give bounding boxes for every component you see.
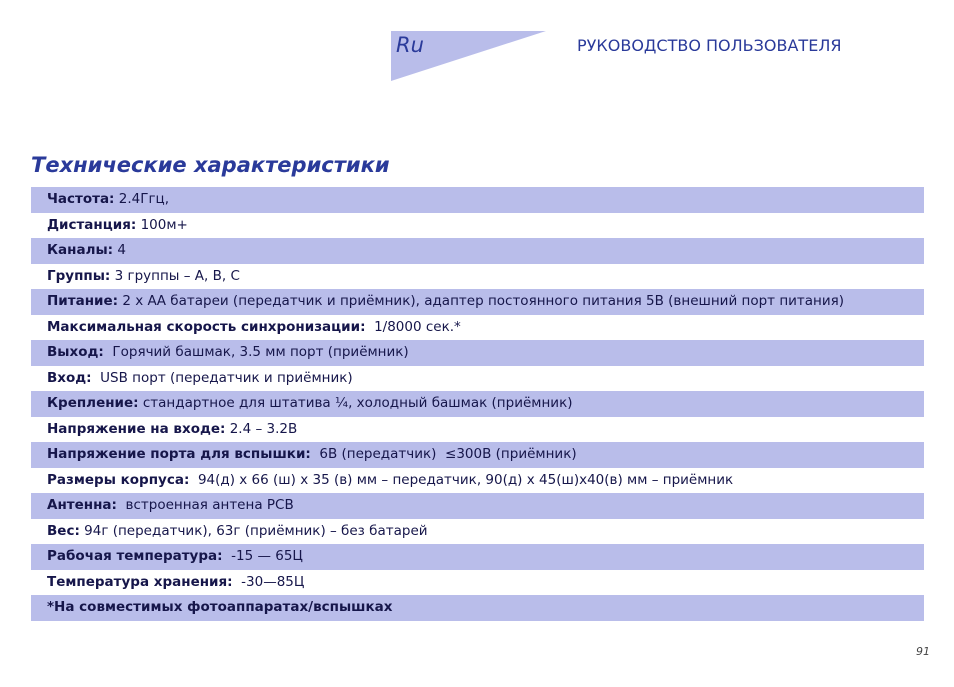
spec-row [31, 366, 924, 392]
spec-row [31, 442, 924, 468]
spec-row [31, 391, 924, 417]
language-tab [391, 31, 546, 81]
spec-row [31, 417, 924, 443]
spec-value: 2.4Ггц, [114, 191, 170, 207]
spec-value: -15 — 65Ц [222, 548, 303, 564]
spec-label: Крепление: [47, 395, 139, 411]
manual-title: РУКОВОДСТВО ПОЛЬЗОВАТЕЛЯ [577, 36, 842, 55]
spec-row [31, 340, 924, 366]
section-title: Технические характеристики [31, 153, 390, 177]
spec-value: 2 x АА батареи (передатчик и приёмник), адаптер постоянного питания 5В (внешний порт питания) [118, 293, 845, 309]
spec-value: встроенная антена PCB [116, 497, 294, 513]
spec-value: 3 группы – А, В, С [110, 267, 240, 284]
spec-label: Максимальная скорость синхронизации: [47, 318, 366, 335]
spec-row [31, 213, 924, 239]
spec-label: Группы: [47, 267, 111, 284]
spec-row [31, 264, 924, 290]
spec-row [31, 493, 924, 519]
spec-row [31, 595, 924, 621]
spec-row [31, 519, 924, 545]
spec-label: Рабочая температура: [47, 548, 223, 564]
spec-label: Напряжение на входе: [47, 420, 226, 437]
spec-value: Горячий башмак, 3.5 мм порт (приёмник) [103, 344, 409, 360]
spec-label: Питание: [47, 293, 119, 309]
spec-value: 2.4 – 3.2В [225, 420, 298, 437]
spec-label: Вес: [47, 522, 80, 539]
spec-value: 94(д) x 66 (ш) x 35 (в) мм – передатчик, 90(д) x 45(ш)x40(в) мм – приёмник [189, 471, 734, 488]
spec-label: Частота: [47, 191, 115, 207]
language-label: Ru [396, 33, 424, 57]
spec-label: Антенна: [47, 497, 117, 513]
spec-row [31, 289, 924, 315]
spec-label: Каналы: [47, 242, 114, 258]
spec-value: USB порт (передатчик и приёмник) [91, 369, 353, 386]
spec-row [31, 187, 924, 213]
spec-label: Выход: [47, 344, 104, 360]
page-number: 91 [916, 645, 930, 658]
spec-table [31, 187, 924, 621]
spec-row [31, 238, 924, 264]
spec-row [31, 315, 924, 341]
spec-value: 1/8000 сек.* [365, 318, 461, 335]
spec-value: 94г (передатчик), 63г (приёмник) – без батарей [79, 522, 428, 539]
spec-label: *На совместимых фотоаппаратах/вспышках [47, 599, 393, 615]
spec-label: Дистанция: [47, 216, 137, 233]
spec-label: Размеры корпуса: [47, 471, 190, 488]
spec-value: стандартное для штатива ¼, холодный башмак (приёмник) [138, 395, 573, 411]
spec-row [31, 468, 924, 494]
spec-label: Температура хранения: [47, 573, 233, 590]
spec-label: Вход: [47, 369, 92, 386]
spec-value: 100м+ [136, 216, 188, 233]
spec-label: Напряжение порта для вспышки: [47, 446, 311, 462]
spec-row [31, 570, 924, 596]
spec-value: 6В (передатчик) ≤300В (приёмник) [310, 446, 577, 462]
spec-value: 4 [113, 242, 126, 258]
spec-value: -30—85Ц [232, 573, 305, 590]
spec-row [31, 544, 924, 570]
